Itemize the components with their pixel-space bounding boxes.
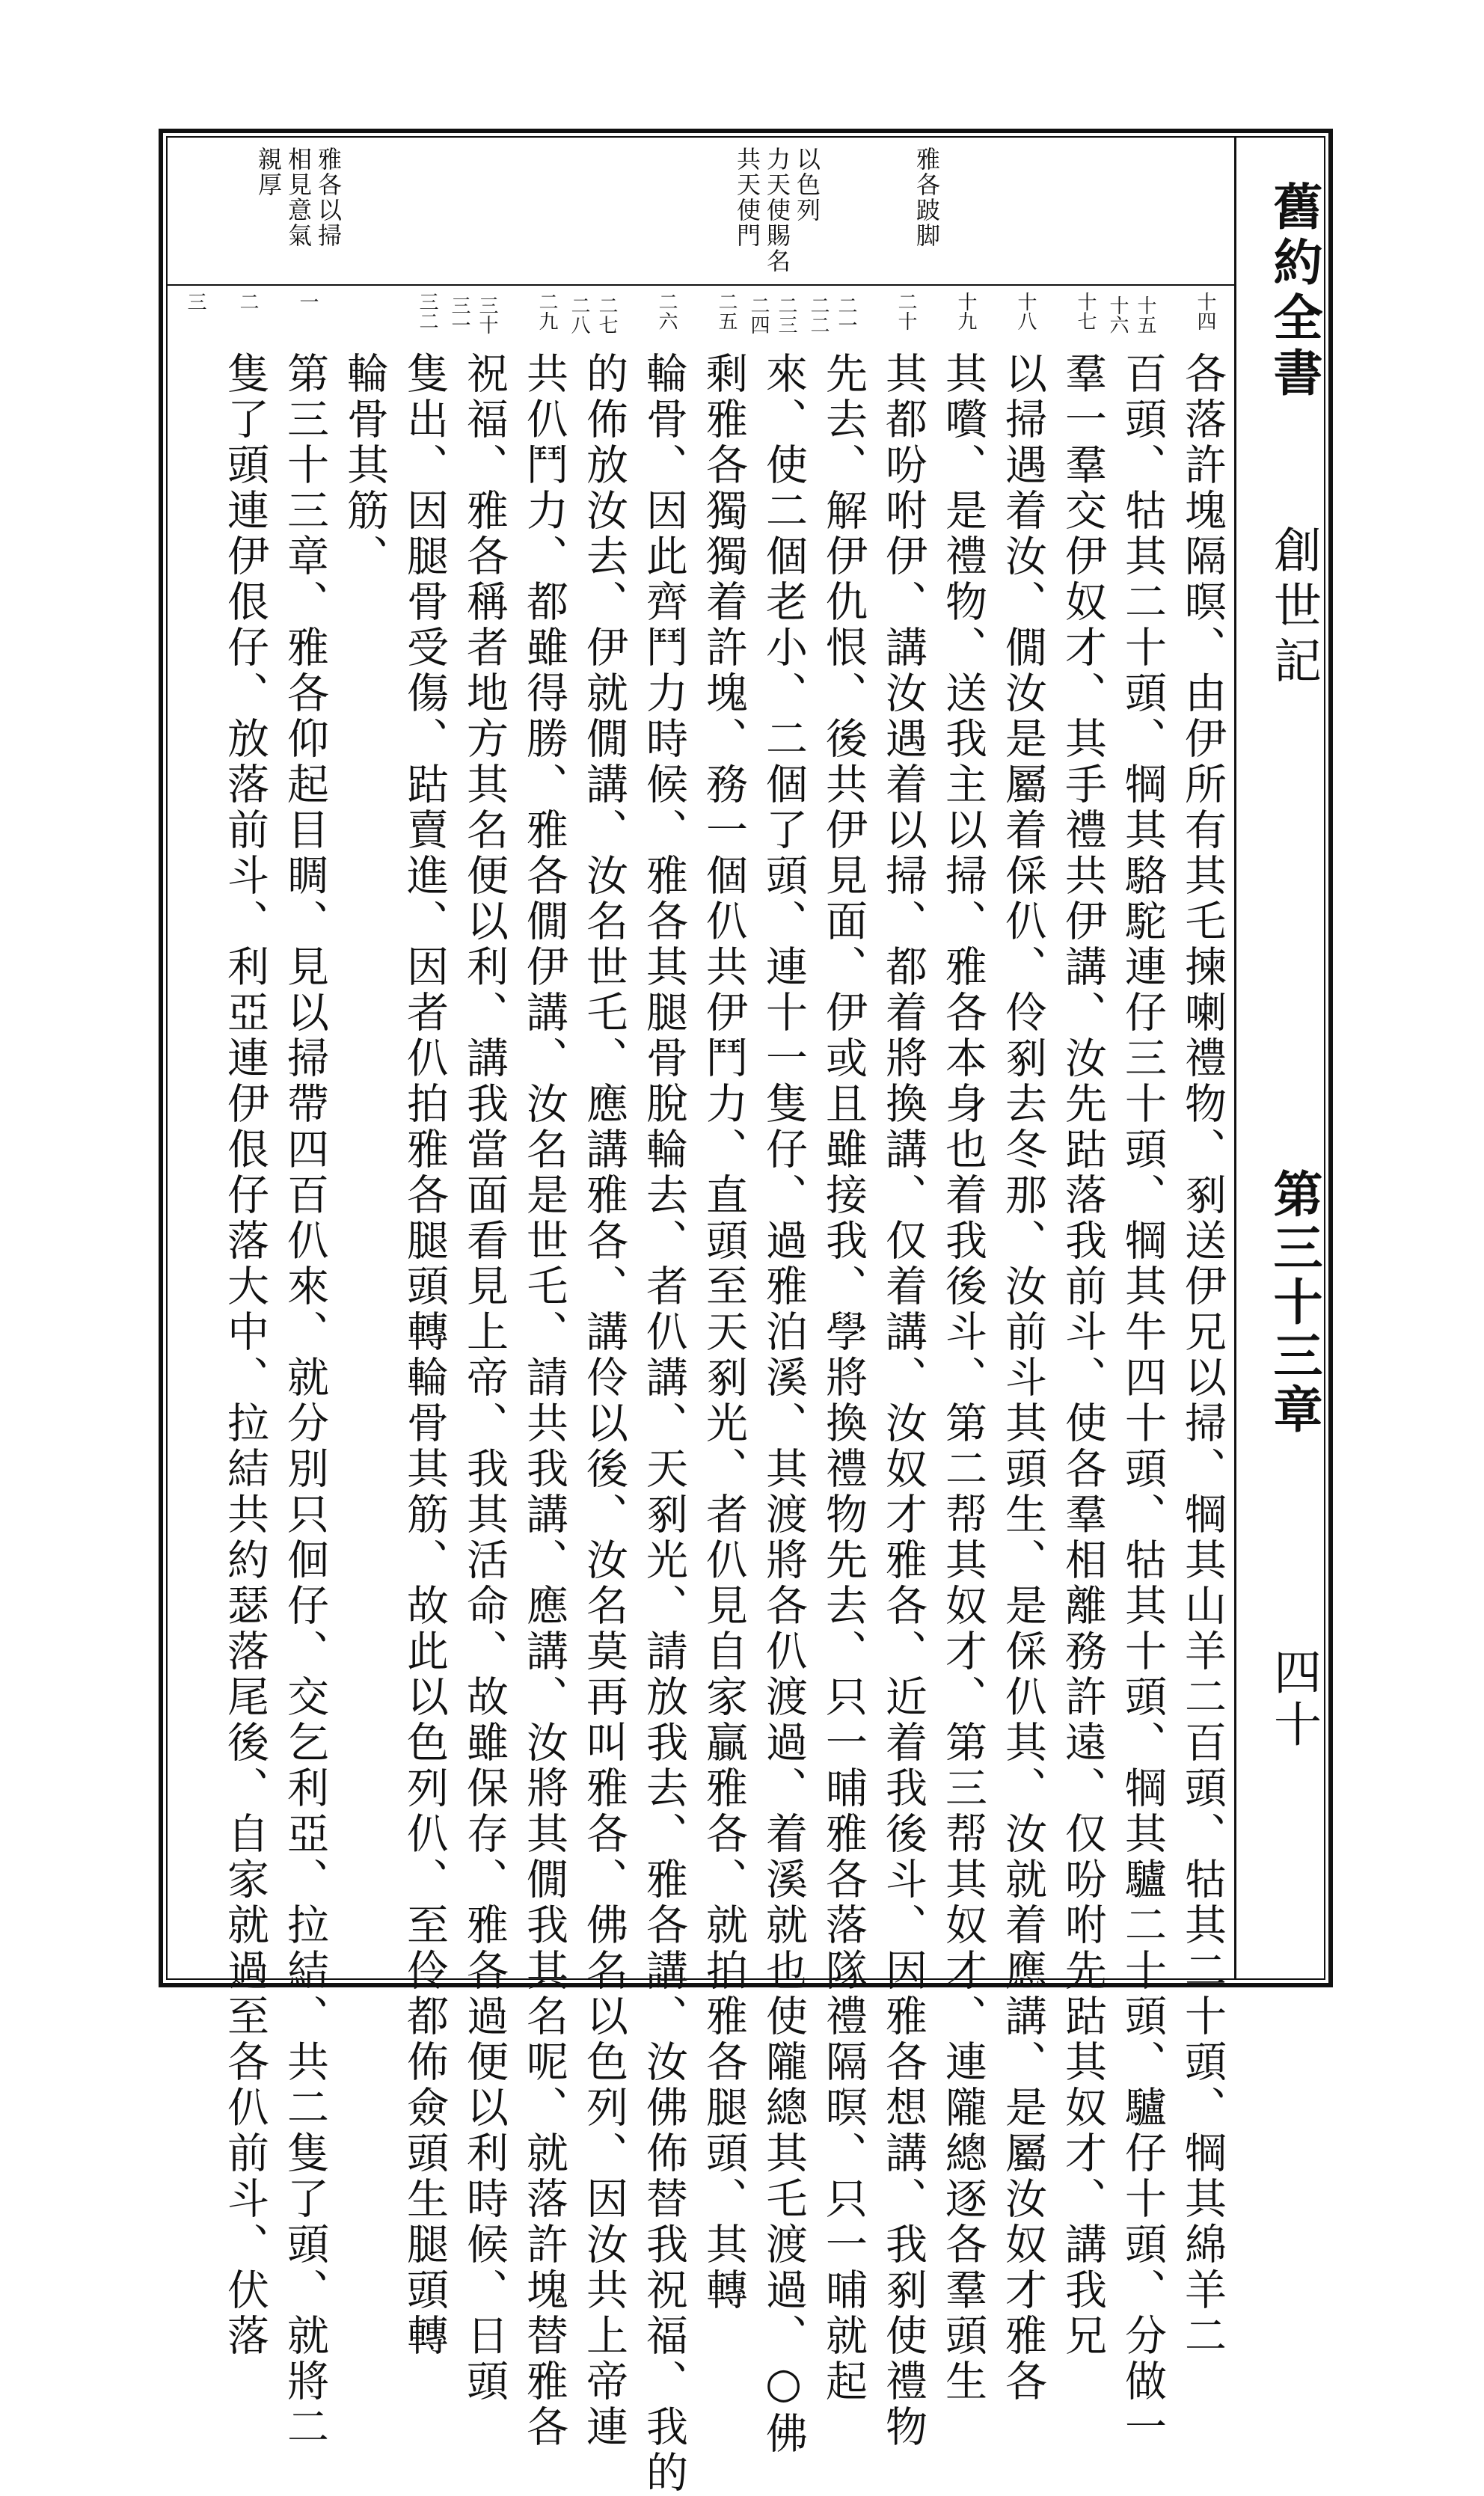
margin-note: 雅各跛脚 (913, 147, 941, 248)
verse-number: 二五 (715, 292, 738, 331)
verse-number: 二七二八 (568, 295, 618, 334)
verse-number: 二九 (536, 292, 558, 331)
verse-number: 三二 (416, 292, 438, 331)
verse-number: 十八 (1014, 292, 1037, 331)
text-column: 輪骨其筋、 (340, 352, 389, 580)
book-title: 舊約全書 (1265, 181, 1323, 402)
text-column: 以掃遇着汝、僩汝是屬着倸仈、伶剢去冬那、汝前斗其頭生、是倸仈其、汝就着應講、是屬汝奴才雅各 (999, 352, 1047, 2405)
text-column: 隻了頭連伊佷仔、放落前斗、利亞連伊佷仔落大中、拉結共約瑟落尾後、自家就過至各仈前斗、伏落 (221, 352, 269, 2359)
verse-number: 十七 (1074, 292, 1097, 331)
text-column: 剩雅各獨獨着許塊、務一個仈共伊鬥力、直頭至天剢光、者仈見自家贏雅各、就拍雅各腿頭、其轉 (699, 352, 748, 2313)
text-column: 百頭、牯其二十頭、犅其駱駝連仔三十頭、犅其牛四十頭、牯其十頭、犅其驢二十頭、驢仔十頭、分做一 (1118, 352, 1167, 2450)
text-column: 輪骨、因此齊鬥力時候、雅各其腿骨脫輪去、者仈講、天剢光、請放我去、雅各講、汝佛佈替我祝福、我的 (640, 352, 688, 2496)
body-text (166, 338, 1234, 2496)
verse-number: 一 (296, 292, 319, 311)
margin-notes (166, 136, 1234, 286)
text-column: 其都吩咐伊、講汝遇着以掃、都着將換講、仅着講、汝奴才雅各、近着我後斗、因雅各想講、我剢使禮物 (879, 352, 927, 2450)
text-column: 羣一羣交伊奴才、其手禮共伊講、汝先跍落我前斗、使各羣相離務許遠、仅吩咐先跍其奴才、講我兄 (1058, 352, 1107, 2359)
margin-note: 力天使賜名 (763, 147, 791, 274)
verse-number: 二六 (655, 292, 678, 331)
text-column: 先去、解伊仇恨、後共伊見面、伊或且雖接我、學將換禮物先去、只一晡雅各落隊禮隔暝、只一晡就起 (819, 352, 868, 2405)
margin-note: 共天使門 (733, 147, 761, 248)
chapter-heading: 第三十三章 (1265, 1168, 1323, 1438)
text-column: 來、使二個老小、二個了頭、連十一隻仔、過雅泊溪、其渡將各仈渡過、着溪就也使隴總其乇渡過、○佛 (759, 352, 808, 2457)
verse-number: 二三二四 (747, 295, 797, 334)
running-header (1234, 136, 1325, 1980)
page-number: 四十 (1266, 1647, 1321, 1752)
verse-number: 二十 (895, 292, 917, 331)
text-column: 第三十三章、雅各仰起目睭、見以掃帶四百仈來、就分別只佪仔、交乞利亞、拉結、共二隻了頭、就將二 (280, 352, 329, 2450)
margin-note: 相見意氣 (284, 147, 313, 248)
verse-number: 十五十六 (1106, 295, 1156, 334)
verse-number: 十四 (1194, 292, 1216, 331)
book-section: 創世記 (1266, 525, 1321, 691)
verse-number: 三十三一 (448, 295, 498, 334)
text-column: 共仈鬥力、都雖得勝、雅各僩伊講、汝名是世乇、請共我講、應講、汝將其僩我其名呢、就落許塊替雅各 (520, 352, 568, 2450)
verse-number: 二一二二 (807, 295, 857, 334)
verse-number-row (166, 286, 1234, 338)
margin-note: 雅各以掃 (314, 147, 343, 248)
margin-note: 以色列 (793, 147, 821, 223)
verse-number: 二 (236, 292, 259, 311)
verse-number: 三 (184, 292, 206, 311)
text-column: 的佈放汝去、伊就僩講、汝名世乇、應講雅各、講伶以後、汝名莫再叫雅各、佛名以色列、因汝共上帝連 (580, 352, 628, 2450)
text-column: 祝福、雅各稱者地方其名便以利、講我當面看見上帝、我其活命、故雖保存、雅各過便以利時候、日頭 (460, 352, 509, 2405)
text-column: 隻出、因腿骨受傷、跍賣進、因者仈拍雅各腿頭轉輪骨其筋、故此以色列仈、至伶都佈僉頭生腿頭轉 (400, 352, 449, 2359)
verse-number: 十九 (954, 292, 977, 331)
text-column: 各落許塊隔暝、由伊所有其乇揀喇禮物、剢送伊兄以掃、犅其山羊二百頭、牯其二十頭、犅其綿羊二 (1178, 352, 1227, 2359)
margin-note: 親厚 (254, 147, 283, 197)
text-column: 其嚽、是禮物、送我主以掃、雅各本身也着我後斗、第二帮其奴才、第三帮其奴才、連隴總逐各羣頭生 (939, 352, 987, 2405)
